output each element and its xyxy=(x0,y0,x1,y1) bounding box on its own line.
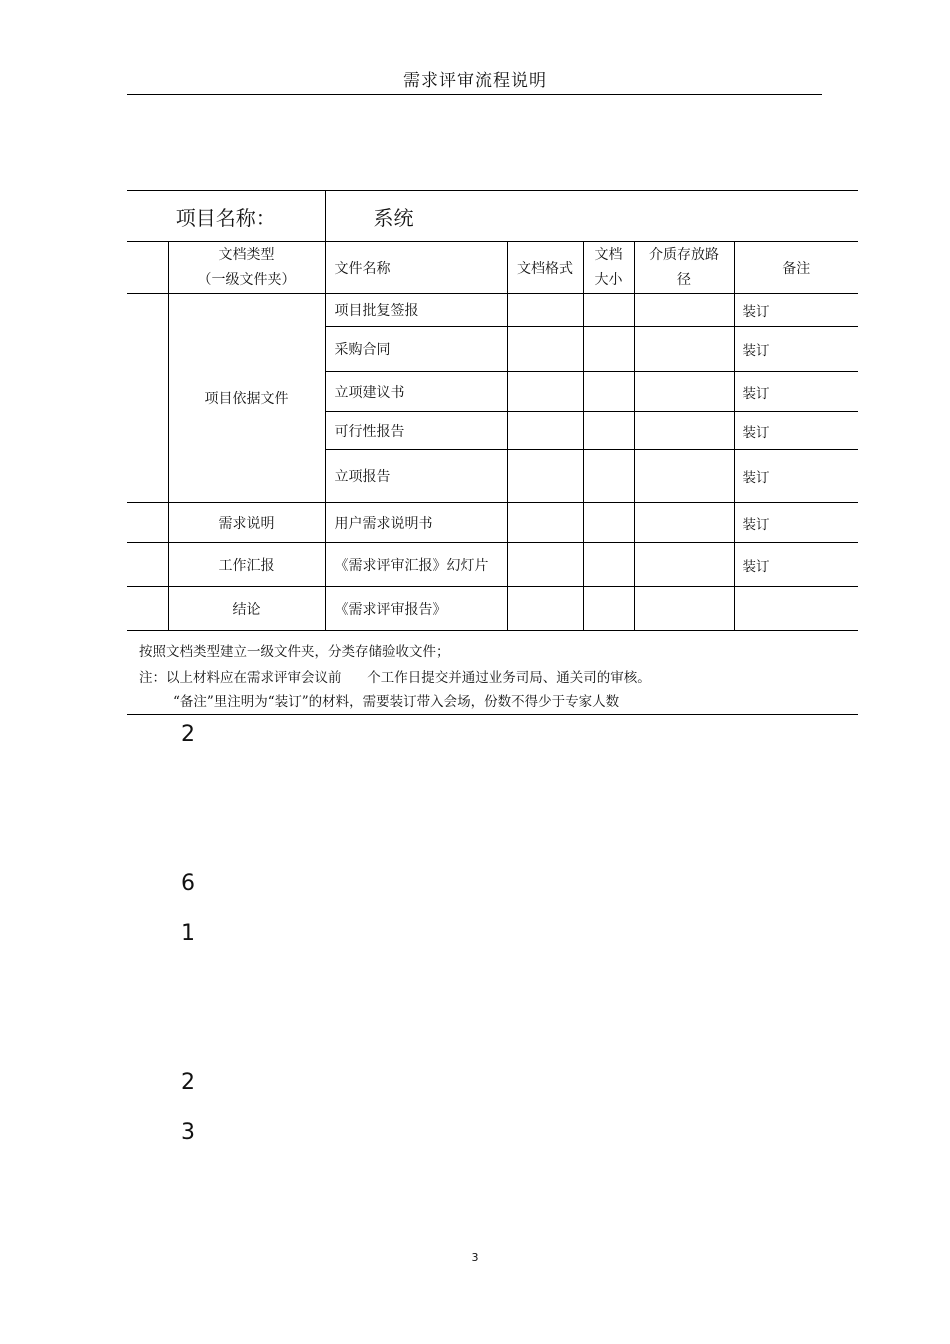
col-header-remark: 备注 xyxy=(734,242,858,294)
column-header-row xyxy=(127,242,858,294)
col-header-doc-format: 文档格式 xyxy=(507,242,583,294)
page-header-title: 需求评审流程说明 xyxy=(403,71,547,91)
col-header-file-name: 文件名称 xyxy=(325,242,507,294)
col-header-doc-size-line1: 文档 xyxy=(594,246,623,263)
stray-number: 6 xyxy=(181,871,195,896)
doc-format-cell xyxy=(507,372,583,412)
doc-size-cell xyxy=(583,412,634,450)
col-header-doc-size-line2: 大小 xyxy=(594,271,623,288)
document-table xyxy=(127,190,858,631)
file-name-cell: 采购合同 xyxy=(325,327,507,372)
stray-number: 3 xyxy=(181,1120,195,1145)
stray-number: 2 xyxy=(181,1070,195,1095)
header-rule xyxy=(127,94,822,95)
blank-cell xyxy=(127,242,168,294)
col-header-doc-type-line1: 文档类型 xyxy=(218,246,275,263)
file-name-cell: 《需求评审报告》 xyxy=(325,587,507,631)
doc-format-cell xyxy=(507,543,583,587)
doc-format-cell xyxy=(507,587,583,631)
storage-path-cell xyxy=(634,503,734,543)
page-number: 3 xyxy=(471,1251,479,1264)
file-name-cell: 立项报告 xyxy=(325,450,507,503)
table-row xyxy=(127,503,858,543)
remark-cell: 装订 xyxy=(734,327,858,372)
note-line-1: 按照文档类型建立一级文件夹，分类存储验收文件； xyxy=(139,644,450,660)
blank-cell xyxy=(127,543,168,587)
table-row xyxy=(127,543,858,587)
stray-number: 2 xyxy=(181,722,195,747)
remark-cell xyxy=(734,587,858,631)
file-name-cell: 用户需求说明书 xyxy=(325,503,507,543)
remark-cell: 装订 xyxy=(734,412,858,450)
project-name-row xyxy=(127,191,858,242)
blank-cell xyxy=(127,294,168,503)
remark-cell: 装订 xyxy=(734,543,858,587)
storage-path-cell xyxy=(634,450,734,503)
doc-size-cell xyxy=(583,587,634,631)
remark-cell: 装订 xyxy=(734,294,858,327)
project-name-value: 系统 xyxy=(325,191,858,242)
col-header-doc-type-line2: （一级文件夹） xyxy=(197,271,296,288)
doc-format-cell xyxy=(507,412,583,450)
col-header-storage-path xyxy=(634,242,734,294)
doc-format-cell xyxy=(507,294,583,327)
doc-size-cell xyxy=(583,543,634,587)
document-table-container xyxy=(127,190,858,631)
doc-size-cell xyxy=(583,372,634,412)
doc-size-cell xyxy=(583,294,634,327)
col-header-storage-path-line2: 径 xyxy=(677,271,691,288)
note-line-2: 注：以上材料应在需求评审会议前 个工作日提交并通过业务司局、通关司的审核。 xyxy=(139,670,651,686)
doc-type-cell: 项目依据文件 xyxy=(168,294,325,503)
table-row xyxy=(127,587,858,631)
doc-type-cell: 需求说明 xyxy=(168,503,325,543)
doc-format-cell xyxy=(507,503,583,543)
file-name-cell: 项目批复签报 xyxy=(325,294,507,327)
blank-cell xyxy=(127,587,168,631)
file-name-cell: 《需求评审汇报》幻灯片 xyxy=(325,543,507,587)
doc-type-cell: 结论 xyxy=(168,587,325,631)
project-name-label: 项目名称： xyxy=(127,191,325,242)
col-header-doc-size xyxy=(583,242,634,294)
notes-block xyxy=(127,628,858,715)
storage-path-cell xyxy=(634,327,734,372)
doc-format-cell xyxy=(507,450,583,503)
storage-path-cell xyxy=(634,372,734,412)
remark-cell: 装订 xyxy=(734,450,858,503)
blank-cell xyxy=(127,503,168,543)
col-header-storage-path-line1: 介质存放路 xyxy=(649,246,719,263)
remark-cell: 装订 xyxy=(734,503,858,543)
col-header-doc-type xyxy=(168,242,325,294)
doc-size-cell xyxy=(583,327,634,372)
doc-type-cell: 工作汇报 xyxy=(168,543,325,587)
storage-path-cell xyxy=(634,412,734,450)
table-row xyxy=(127,294,858,327)
file-name-cell: 立项建议书 xyxy=(325,372,507,412)
note-line-3: “备注”里注明为“装订”的材料，需要装订带入会场，份数不得少于专家人数 xyxy=(173,694,620,710)
storage-path-cell xyxy=(634,587,734,631)
doc-size-cell xyxy=(583,503,634,543)
doc-size-cell xyxy=(583,450,634,503)
stray-number: 1 xyxy=(181,921,195,946)
storage-path-cell xyxy=(634,294,734,327)
file-name-cell: 可行性报告 xyxy=(325,412,507,450)
doc-format-cell xyxy=(507,327,583,372)
storage-path-cell xyxy=(634,543,734,587)
remark-cell: 装订 xyxy=(734,372,858,412)
